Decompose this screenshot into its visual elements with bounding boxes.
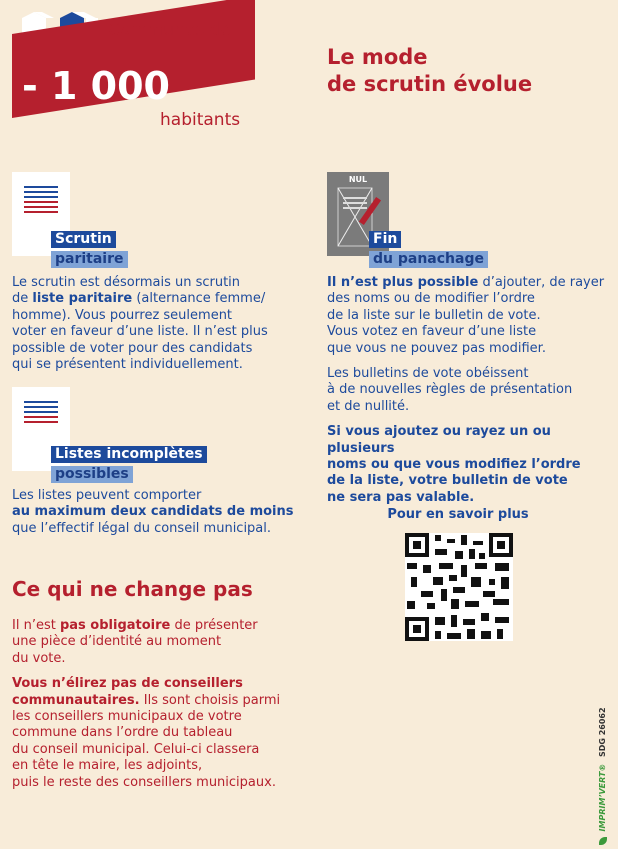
header-line3: habitants — [160, 110, 241, 130]
title-line2: de scrutin évolue — [327, 72, 533, 96]
header-line1: Communes de — [108, 20, 231, 40]
tag-incompletes — [51, 443, 207, 483]
panachage-c2: noms ou que vous modifiez l’ordre — [327, 457, 581, 473]
tag-incompletes-line2: possibles — [51, 466, 133, 483]
panachage-a2: des noms ou de modifier l’ordre — [327, 291, 535, 307]
imprimvert-label: IMPRIM’VERT® — [598, 763, 607, 832]
footer-vertical — [598, 707, 607, 845]
unchanged-text — [12, 618, 312, 791]
unchanged-q4: commune dans l’ordre du tableau — [12, 725, 233, 741]
panachage-text — [327, 275, 617, 506]
unchanged-q6: en tête le maire, les adjoints, — [12, 758, 203, 774]
unchanged-heading: Ce qui ne change pas — [12, 577, 253, 601]
title-line1: Le mode — [327, 45, 428, 69]
paritaire-line2: de liste paritaire (alternance femme/ — [12, 291, 266, 307]
panachage-b2: à de nouvelles règles de présentation — [327, 382, 573, 398]
panachage-b3: et de nullité. — [327, 398, 410, 414]
unchanged-p1-line3: du vote. — [12, 650, 66, 666]
unchanged-q5: du conseil municipal. Celui-ci classera — [12, 741, 260, 757]
unchanged-p1-line1: Il n’est pas obligatoire de présenter — [12, 618, 258, 633]
tag-panachage-line2: du panachage — [369, 251, 488, 268]
leaf-icon — [599, 837, 607, 845]
unchanged-p1-line2: une pièce d’identité au moment — [12, 634, 222, 650]
panachage-a3: de la liste sur le bulletin de vote. — [327, 307, 541, 323]
tag-panachage-line1: Fin — [369, 231, 401, 248]
tag-panachage — [369, 228, 488, 268]
header-logo — [12, 12, 257, 132]
panachage-c1: Si vous ajoutez ou rayez un ou plusieurs — [327, 424, 551, 456]
panachage-a4: Vous votez en faveur d’une liste — [327, 324, 537, 340]
footer-code: SDG 26062 — [598, 707, 607, 758]
incompletes-line3: que l’effectif légal du conseil municipal. — [12, 520, 272, 536]
tag-incompletes-line1: Listes incomplètes — [51, 446, 207, 463]
page-title — [327, 44, 532, 98]
paritaire-line5: possible de voter pour des candidats — [12, 340, 253, 356]
incompletes-line2: au maximum deux candidats de moins — [12, 504, 294, 520]
incompletes-line1: Les listes peuvent comporter — [12, 488, 202, 503]
more-info-label: Pour en savoir plus — [387, 507, 529, 522]
panachage-b1: Les bulletins de vote obéissent — [327, 366, 529, 382]
unchanged-q3: les conseillers municipaux de votre — [12, 709, 242, 725]
paritaire-text — [12, 275, 302, 373]
incompletes-text — [12, 488, 312, 537]
panachage-c3: de la liste, votre bulletin de vote — [327, 473, 568, 489]
panachage-c4: ne sera pas valable. — [327, 489, 475, 505]
header-big-number: - 1 000 — [22, 64, 170, 108]
ballot-null-label: NUL — [348, 175, 368, 184]
tag-paritaire-line2: paritaire — [51, 251, 128, 268]
panachage-a1: Il n’est plus possible d’ajouter, de rayer — [327, 275, 605, 290]
unchanged-q7: puis le reste des conseillers municipaux. — [12, 774, 276, 790]
paritaire-line6: qui se présentent individuellement. — [12, 357, 243, 373]
paritaire-line1: Le scrutin est désormais un scrutin — [12, 275, 241, 290]
unchanged-q2: communautaires. Ils sont choisis parmi — [12, 692, 281, 708]
qr-code-icon[interactable] — [405, 533, 513, 641]
panachage-a5: que vous ne pouvez pas modifier. — [327, 340, 546, 356]
paritaire-line4: voter en faveur d’une liste. Il n’est plus — [12, 324, 268, 340]
unchanged-q1: Vous n’élirez pas de conseillers — [12, 676, 243, 692]
tag-paritaire-line1: Scrutin — [51, 231, 116, 248]
tag-paritaire — [51, 228, 128, 268]
paritaire-line3: homme). Vous pourrez seulement — [12, 307, 233, 323]
